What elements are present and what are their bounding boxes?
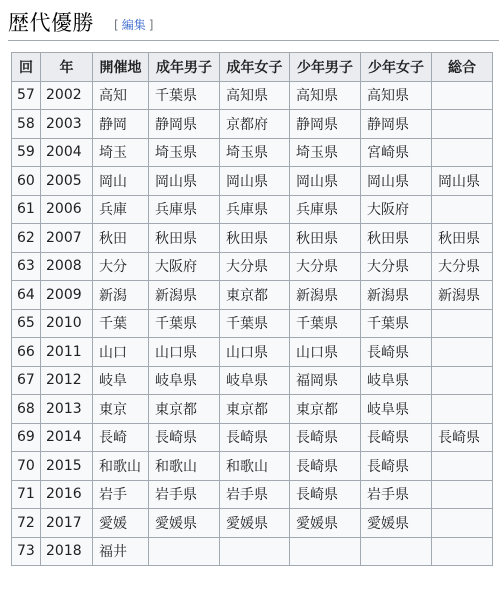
cell-youth-men: 静岡県 [290, 110, 361, 139]
cell-youth-women: 大分県 [361, 252, 432, 281]
cell-year: 2013 [41, 395, 93, 424]
cell-adult-women: 兵庫県 [220, 195, 290, 224]
cell-adult-women: 秋田県 [220, 224, 290, 253]
cell-venue: 和歌山 [93, 452, 149, 481]
cell-round: 66 [12, 338, 41, 367]
cell-youth-women: 宮崎県 [361, 138, 432, 167]
cell-adult-women: 東京都 [220, 395, 290, 424]
cell-youth-men: 千葉県 [290, 309, 361, 338]
cell-youth-women: 静岡県 [361, 110, 432, 139]
cell-round: 69 [12, 423, 41, 452]
cell-year: 2009 [41, 281, 93, 310]
cell-venue: 千葉 [93, 309, 149, 338]
table-row [12, 110, 493, 139]
cell-round: 58 [12, 110, 41, 139]
cell-venue: 秋田 [93, 224, 149, 253]
header-youth-men: 少年男子 [290, 53, 361, 82]
cell-year: 2011 [41, 338, 93, 367]
header-adult-men: 成年男子 [149, 53, 220, 82]
cell-youth-women: 岡山県 [361, 167, 432, 196]
table-body [12, 81, 493, 566]
cell-adult-men: 千葉県 [149, 309, 220, 338]
cell-youth-men: 福岡県 [290, 366, 361, 395]
cell-adult-men: 埼玉県 [149, 138, 220, 167]
cell-overall [432, 81, 493, 110]
section-title: 歴代優勝 [8, 11, 94, 35]
table-row [12, 138, 493, 167]
cell-youth-women: 大阪府 [361, 195, 432, 224]
cell-venue: 山口 [93, 338, 149, 367]
table-header-row [12, 53, 493, 82]
table-row [12, 509, 493, 538]
cell-round: 67 [12, 366, 41, 395]
winners-table [11, 52, 493, 566]
cell-year: 2010 [41, 309, 93, 338]
header-venue: 開催地 [93, 53, 149, 82]
cell-adult-men: 兵庫県 [149, 195, 220, 224]
cell-year: 2017 [41, 509, 93, 538]
table-row [12, 480, 493, 509]
cell-adult-men: 岡山県 [149, 167, 220, 196]
cell-overall [432, 309, 493, 338]
cell-adult-women: 和歌山 [220, 452, 290, 481]
cell-round: 64 [12, 281, 41, 310]
cell-youth-women: 岩手県 [361, 480, 432, 509]
cell-adult-men: 千葉県 [149, 81, 220, 110]
cell-venue: 岐阜 [93, 366, 149, 395]
cell-venue: 愛媛 [93, 509, 149, 538]
table-row [12, 309, 493, 338]
cell-round: 73 [12, 537, 41, 566]
cell-youth-men: 兵庫県 [290, 195, 361, 224]
table-row [12, 281, 493, 310]
cell-adult-women: 千葉県 [220, 309, 290, 338]
cell-round: 62 [12, 224, 41, 253]
cell-adult-men: 和歌山 [149, 452, 220, 481]
table-row [12, 366, 493, 395]
cell-venue: 埼玉 [93, 138, 149, 167]
cell-round: 71 [12, 480, 41, 509]
cell-adult-women: 岩手県 [220, 480, 290, 509]
cell-youth-women: 千葉県 [361, 309, 432, 338]
cell-adult-women: 岐阜県 [220, 366, 290, 395]
cell-adult-men [149, 537, 220, 566]
cell-youth-women: 長崎県 [361, 423, 432, 452]
cell-adult-men: 静岡県 [149, 110, 220, 139]
cell-year: 2014 [41, 423, 93, 452]
cell-overall: 岡山県 [432, 167, 493, 196]
cell-round: 60 [12, 167, 41, 196]
edit-link[interactable]: 編集 [121, 18, 146, 32]
cell-year: 2012 [41, 366, 93, 395]
cell-overall [432, 338, 493, 367]
cell-year: 2005 [41, 167, 93, 196]
cell-overall [432, 195, 493, 224]
edit-section [114, 17, 153, 33]
cell-adult-women: 大分県 [220, 252, 290, 281]
table-row [12, 167, 493, 196]
cell-adult-men: 岩手県 [149, 480, 220, 509]
cell-adult-men: 山口県 [149, 338, 220, 367]
cell-youth-men: 大分県 [290, 252, 361, 281]
cell-year: 2008 [41, 252, 93, 281]
cell-youth-men [290, 537, 361, 566]
cell-overall: 秋田県 [432, 224, 493, 253]
cell-adult-women: 東京都 [220, 281, 290, 310]
header-overall: 総合 [432, 53, 493, 82]
cell-youth-women: 岐阜県 [361, 395, 432, 424]
header-youth-women: 少年女子 [361, 53, 432, 82]
cell-adult-men: 東京都 [149, 395, 220, 424]
table-row [12, 224, 493, 253]
table-row [12, 252, 493, 281]
cell-youth-men: 新潟県 [290, 281, 361, 310]
cell-adult-women: 高知県 [220, 81, 290, 110]
header-round: 回 [12, 53, 41, 82]
section-heading [8, 8, 499, 41]
cell-venue: 大分 [93, 252, 149, 281]
cell-youth-women: 愛媛県 [361, 509, 432, 538]
cell-youth-men: 東京都 [290, 395, 361, 424]
cell-venue: 岡山 [93, 167, 149, 196]
cell-youth-women: 新潟県 [361, 281, 432, 310]
cell-adult-men: 長崎県 [149, 423, 220, 452]
cell-youth-women: 秋田県 [361, 224, 432, 253]
cell-overall [432, 110, 493, 139]
cell-youth-women [361, 537, 432, 566]
cell-year: 2015 [41, 452, 93, 481]
cell-overall [432, 480, 493, 509]
cell-overall [432, 452, 493, 481]
cell-round: 57 [12, 81, 41, 110]
cell-adult-women: 長崎県 [220, 423, 290, 452]
table-row [12, 338, 493, 367]
cell-youth-women: 岐阜県 [361, 366, 432, 395]
cell-venue: 岩手 [93, 480, 149, 509]
cell-round: 72 [12, 509, 41, 538]
cell-adult-women: 愛媛県 [220, 509, 290, 538]
cell-youth-men: 長崎県 [290, 480, 361, 509]
cell-adult-men: 愛媛県 [149, 509, 220, 538]
cell-youth-women: 長崎県 [361, 338, 432, 367]
table-row [12, 81, 493, 110]
cell-venue: 新潟 [93, 281, 149, 310]
cell-adult-women: 岡山県 [220, 167, 290, 196]
cell-adult-women: 埼玉県 [220, 138, 290, 167]
cell-year: 2018 [41, 537, 93, 566]
cell-round: 63 [12, 252, 41, 281]
cell-youth-men: 岡山県 [290, 167, 361, 196]
cell-youth-women: 長崎県 [361, 452, 432, 481]
header-adult-women: 成年女子 [220, 53, 290, 82]
edit-bracket-close: ] [148, 18, 154, 32]
cell-adult-women: 京都府 [220, 110, 290, 139]
cell-venue: 兵庫 [93, 195, 149, 224]
table-row [12, 537, 493, 566]
cell-youth-men: 長崎県 [290, 452, 361, 481]
edit-bracket-open: [ [114, 18, 119, 32]
cell-youth-men: 秋田県 [290, 224, 361, 253]
cell-youth-men: 愛媛県 [290, 509, 361, 538]
cell-year: 2004 [41, 138, 93, 167]
cell-youth-men: 長崎県 [290, 423, 361, 452]
table-row [12, 452, 493, 481]
cell-overall [432, 537, 493, 566]
cell-overall [432, 395, 493, 424]
cell-round: 68 [12, 395, 41, 424]
cell-year: 2006 [41, 195, 93, 224]
cell-venue: 高知 [93, 81, 149, 110]
cell-adult-men: 新潟県 [149, 281, 220, 310]
table-row [12, 423, 493, 452]
cell-overall [432, 509, 493, 538]
cell-adult-women [220, 537, 290, 566]
table-row [12, 195, 493, 224]
cell-adult-women: 山口県 [220, 338, 290, 367]
cell-year: 2003 [41, 110, 93, 139]
cell-year: 2007 [41, 224, 93, 253]
cell-venue: 静岡 [93, 110, 149, 139]
cell-venue: 福井 [93, 537, 149, 566]
cell-overall: 長崎県 [432, 423, 493, 452]
cell-venue: 長崎 [93, 423, 149, 452]
cell-year: 2016 [41, 480, 93, 509]
cell-overall: 新潟県 [432, 281, 493, 310]
cell-round: 59 [12, 138, 41, 167]
cell-adult-men: 大阪府 [149, 252, 220, 281]
cell-overall: 大分県 [432, 252, 493, 281]
cell-round: 70 [12, 452, 41, 481]
cell-round: 65 [12, 309, 41, 338]
cell-youth-women: 高知県 [361, 81, 432, 110]
cell-youth-men: 山口県 [290, 338, 361, 367]
cell-overall [432, 366, 493, 395]
cell-venue: 東京 [93, 395, 149, 424]
cell-year: 2002 [41, 81, 93, 110]
cell-adult-men: 秋田県 [149, 224, 220, 253]
cell-adult-men: 岐阜県 [149, 366, 220, 395]
cell-youth-men: 埼玉県 [290, 138, 361, 167]
header-year: 年 [41, 53, 93, 82]
cell-overall [432, 138, 493, 167]
table-row [12, 395, 493, 424]
cell-round: 61 [12, 195, 41, 224]
cell-youth-men: 高知県 [290, 81, 361, 110]
